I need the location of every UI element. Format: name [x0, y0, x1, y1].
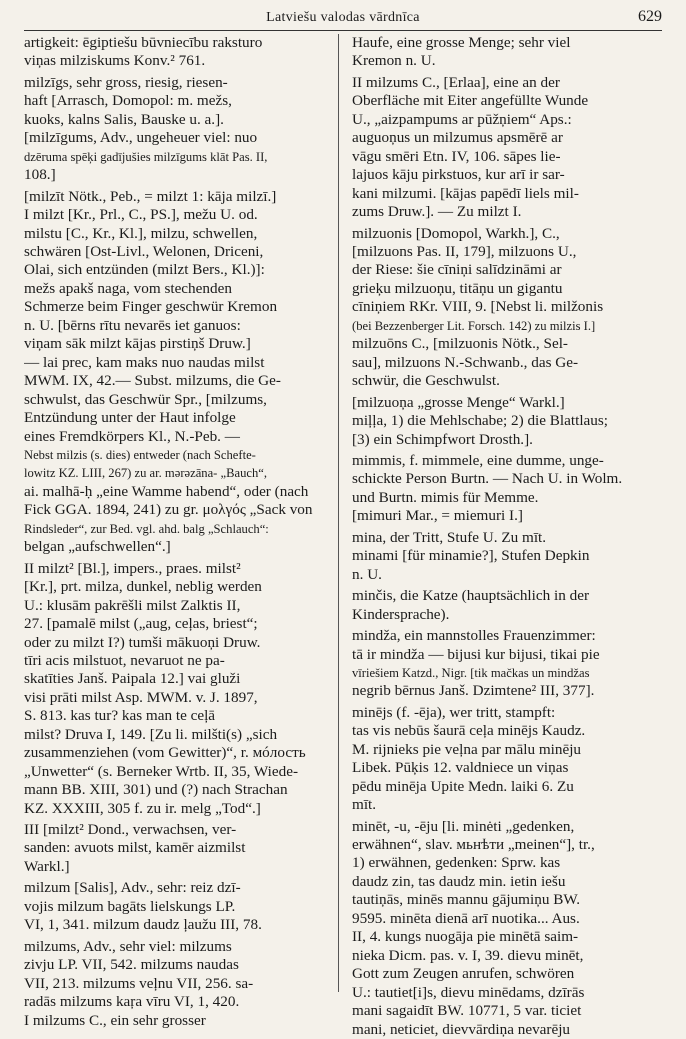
dictionary-entry: [24, 821, 334, 876]
entry-line: n. U.: [352, 565, 382, 583]
entry-line: 9595. minēta dienā arī nuotika... Aus.: [352, 909, 580, 927]
dictionary-entry: [24, 188, 334, 557]
entry-line: mimmis, f. mimmele, eine dumme, unge-: [352, 451, 604, 469]
entry-line: tautiņās, minēs mannu gājumiņu BW.: [352, 891, 581, 909]
entry-line: vīriešiem Katzd., Nigr. [tik mačkas un mindžas: [352, 665, 590, 680]
entry-line: sanden: avuots milst, kamēr aizmilst: [24, 839, 246, 857]
entry-line: Kindersprache).: [352, 605, 450, 623]
entry-line: tas vis nebūs šaurā ceļa minējs Kaudz.: [352, 722, 586, 740]
dictionary-entry: [352, 529, 662, 584]
entry-line: cīniņiem RKr. VIII, 9. [Nebst li. milžonis: [352, 298, 604, 316]
entry-line: Kremon n. U.: [352, 52, 436, 70]
entry-line: Olai, sich entzünden (milzt Bers., Kl.)]:: [24, 261, 265, 279]
entry-line: oder zu milzt I?) tumši mākuoņi Druw.: [24, 633, 261, 651]
entry-line: 108.]: [24, 166, 56, 184]
entry-line: und Burtn. mimis für Memme.: [352, 488, 539, 506]
entry-line: „Unwetter“ (s. Berneker Wrtb. II, 35, Wiede-: [24, 762, 299, 780]
page-number: 629: [638, 8, 662, 25]
entry-line: grieķu milzuoņu, titāņu un gigantu: [352, 279, 563, 297]
entry-line: zivju LP. VII, 542. milzums naudas: [24, 956, 239, 974]
entry-line: kani milzumi. [kājas papēdī liels mil-: [352, 184, 579, 202]
entry-line: lowitz KZ. LIII, 267) zu ar. mərəzāna- „Bauch“,: [24, 466, 268, 481]
entry-line: kuoks, kalns Salis, Bauske u. a.].: [24, 110, 224, 128]
entry-line: M. rijnieks pie veļna par mālu minēju: [352, 740, 582, 758]
entry-line: VI, 1, 341. milzum daudz ļaužu III, 78.: [24, 916, 262, 934]
entry-line: U., „aizpampums ar pūžņiem“ Aps.:: [352, 110, 572, 128]
entry-line: Oberfläche mit Eiter angefüllte Wunde: [352, 92, 589, 110]
entry-line: artigkeit: ēgiptiešu būvniecību raksturo: [24, 34, 263, 51]
entry-line: der Riese: šie cīniņi salīdzināmi ar: [352, 261, 562, 279]
entry-line: [milzuons Pas. II, 179], milzuons U.,: [352, 242, 577, 260]
entry-line: lajuos kāju pirkstuos, kur arī ir sar-: [352, 166, 565, 184]
entry-line: 1) erwähnen, gedenken: Sprw. kas: [352, 854, 561, 872]
entry-line: schickte Person Burtn. — Nach U. in Wolm.: [352, 470, 623, 488]
entry-line: schwulst, das Geschwür Spr., [milzums,: [24, 390, 267, 408]
entry-line: III [milzt² Dond., verwachsen, ver-: [24, 821, 237, 839]
entry-line: pēdu minēja Upite Medn. laiki 6. Zu: [352, 777, 574, 795]
entry-line: U.: klusām pakrēšli milst Zalktis II,: [24, 596, 241, 614]
entry-line: milstu [C., Kr., Kl.], milzu, schwellen,: [24, 224, 258, 242]
entry-line: minēt, -u, -ēju [li. minėti „gedenken,: [352, 817, 575, 835]
entry-line: nieka Dicm. pas. v. I, 39. dievu minēt,: [352, 946, 584, 964]
entry-line: viņas milziskums Konv.² 761.: [24, 52, 206, 70]
entry-line: Gott zum Zeugen anrufen, schwören: [352, 965, 575, 983]
entry-line: mežs apakš naga, vom stechenden: [24, 279, 232, 297]
entry-line: VII, 213. milzums veļnu VII, 256. sa-: [24, 974, 254, 992]
entry-line: milzuōns C., [milzuonis Nötk., Sel-: [352, 335, 568, 353]
dictionary-entry: [24, 74, 334, 185]
dictionary-entry: [352, 74, 662, 222]
entry-line: [milzuoņa „grosse Menge“ Warkl.]: [352, 393, 565, 411]
entry-line: milzuonis [Domopol, Warkh.], C.,: [352, 224, 560, 242]
entry-line: I milzums C., ein sehr grosser: [24, 1011, 206, 1029]
dictionary-entry: [24, 560, 334, 818]
entry-line: minčis, die Katze (hauptsächlich in der: [352, 587, 590, 605]
entry-line: I milzt [Kr., Prl., C., PS.], mežu U. od.: [24, 206, 258, 224]
entry-line: tīri acis milstuot, nevaruot ne pa-: [24, 651, 225, 669]
entry-line: milst? Druva I, 149. [Zu li. milšti(s) „sich: [24, 725, 278, 743]
entry-line: zusammenziehen (vom Gewitter)“, r. мóлость: [24, 744, 306, 762]
entry-line: [milzīgums, Adv., ungeheuer viel: nuo: [24, 129, 258, 147]
entry-line: mindža, ein mannstolles Frauenzimmer:: [352, 627, 596, 645]
entry-line: Schmerze beim Finger geschwür Kremon: [24, 298, 278, 316]
entry-line: [milzīt Nötk., Peb., = milzt 1: kāja milzī.]: [24, 187, 277, 205]
entry-line: II milzums C., [Erlaa], eine an der: [352, 73, 560, 91]
dictionary-entry: [24, 34, 334, 71]
entry-line: II, 4. kungs nuogāja pie minētā saim-: [352, 928, 579, 946]
entry-line: [3) ein Schimpfwort Drosth.].: [352, 430, 533, 448]
dictionary-entry: [24, 938, 334, 1030]
running-title: Latviešu valodas vārdnīca: [266, 10, 420, 25]
entry-line: eines Fremdkörpers Kl., N.-Peb. —: [24, 427, 240, 445]
entry-line: mani sagaidīt BW. 10771, 5 var. ticiet: [352, 1002, 582, 1020]
entry-line: [mimuri Mar., = miemuri I.]: [352, 507, 523, 525]
dictionary-entry: [24, 879, 334, 934]
entry-line: Fick GGA. 1894, 241) zu gr. μολγός „Sack von: [24, 501, 313, 519]
entry-line: radās milzums kaŗa vīru VI, 1, 420.: [24, 993, 240, 1011]
entry-line: — lai prec, kam maks nuo naudas milst: [24, 353, 265, 371]
entry-line: U.: tautiet[i]s, dievu minēdams, dzīrās: [352, 983, 585, 1001]
dictionary-entry: [352, 587, 662, 624]
entry-line: KZ. XXXIII, 305 f. zu ir. melg „Tod“.]: [24, 799, 261, 817]
entry-line: II milzt² [Bl.], impers., praes. milst²: [24, 559, 241, 577]
entry-line: schwür, die Geschwulst.: [352, 372, 500, 390]
entry-line: [Kr.], prt. milza, dunkel, neblig werden: [24, 578, 262, 596]
entry-line: Nebst milzis (s. dies) entweder (nach Schefte-: [24, 447, 256, 462]
entry-line: ai. malhā-ḥ „eine Wamme habend“, oder (nach: [24, 482, 309, 500]
entry-line: Rindsleder“, zur Bed. vgl. ahd. balg „Schlauch“:: [24, 521, 269, 536]
entry-line: milzum [Salis], Adv., sehr: reiz dzī-: [24, 879, 241, 897]
entry-line: haft [Arrasch, Domopol: m. mežs,: [24, 92, 232, 110]
dictionary-entry: [352, 34, 662, 71]
entry-line: (bei Bezzenberger Lit. Forsch. 142) zu milzis I.]: [352, 318, 596, 333]
entry-line: milzums, Adv., sehr viel: milzums: [24, 937, 232, 955]
dictionary-entry: [352, 394, 662, 449]
dictionary-entry: [352, 818, 662, 1039]
entry-line: vojis milzum bagāts lielskungs LP.: [24, 897, 236, 915]
entry-line: Libek. Pūķis 12. valdniece un viņas: [352, 759, 569, 777]
entry-line: skatīties Janš. Paipala 12.] vai gluži: [24, 670, 241, 688]
entry-line: zums Druw.]. — Zu milzt I.: [352, 203, 522, 221]
entry-line: S. 813. kas tur? kas man te ceļā: [24, 707, 216, 725]
entry-line: MWM. IX, 42.— Subst. milzums, die Ge-: [24, 372, 281, 390]
entry-line: Warkl.]: [24, 857, 70, 875]
entry-line: auguoņus un milzumus apsmērē ar: [352, 129, 563, 147]
entry-line: dzēruma spēķi gadījušies milzīgums klāt Pas. II,: [24, 149, 268, 164]
entry-line: schwären [Ost-Livl., Welonen, Driceni,: [24, 242, 264, 260]
entry-line: belgan „aufschwellen“.]: [24, 538, 171, 556]
dictionary-entry: [352, 225, 662, 391]
entry-line: visi prāti milst Asp. MWM. v. J. 1897,: [24, 688, 258, 706]
entry-line: Entzündung unter der Haut infolge: [24, 409, 236, 427]
dictionary-entry: [352, 452, 662, 526]
entry-line: mani, neticiet, dievvārdiņa nevarēju: [352, 1020, 571, 1038]
entry-line: mīt.: [352, 796, 377, 814]
entry-line: mina, der Tritt, Stufe U. Zu mīt.: [352, 528, 547, 546]
entry-line: erwähnen“, slav. мьнѣти „meinen“], tr.,: [352, 836, 595, 854]
entry-line: sau], milzuons N.-Schwanb., das Ge-: [352, 353, 579, 371]
entry-line: 27. [pamalē milst („aug, ceļas, briest“;: [24, 615, 258, 633]
entry-line: miļļa, 1) die Mehlschabe; 2) die Blattlaus;: [352, 412, 609, 430]
entry-line: n. U. [bērns rītu nevarēs iet ganuos:: [24, 316, 241, 334]
right-column: [352, 34, 662, 1039]
entry-line: negrib bērnus Janš. Dzimtene² III, 377].: [352, 682, 595, 700]
entry-line: mann BB. XIII, 301) und (?) nach Strachan: [24, 781, 288, 799]
dictionary-entry: [352, 627, 662, 701]
entry-line: viņam sāk milzt kājas pirstiņš Druw.]: [24, 335, 251, 353]
entry-line: minējs (f. -ēja), wer tritt, stampft:: [352, 703, 556, 721]
entry-line: milzīgs, sehr gross, riesig, riesen-: [24, 73, 228, 91]
entry-line: vāgu smēri Etn. IV, 106. sāpes lie-: [352, 147, 561, 165]
entry-line: tā ir mindža — bijusi kur bijusi, tikai pie: [352, 645, 600, 663]
left-column: [24, 34, 334, 1030]
entry-line: minami [für minamie?], Stufen Depkin: [352, 547, 590, 565]
entry-line: daudz zin, tas daudz min. ietin iešu: [352, 872, 566, 890]
dictionary-entry: [352, 704, 662, 815]
header-rule: [24, 30, 662, 31]
entry-line: Haufe, eine grosse Menge; sehr viel: [352, 34, 571, 51]
page-header: [24, 10, 662, 30]
column-divider: [338, 34, 339, 992]
